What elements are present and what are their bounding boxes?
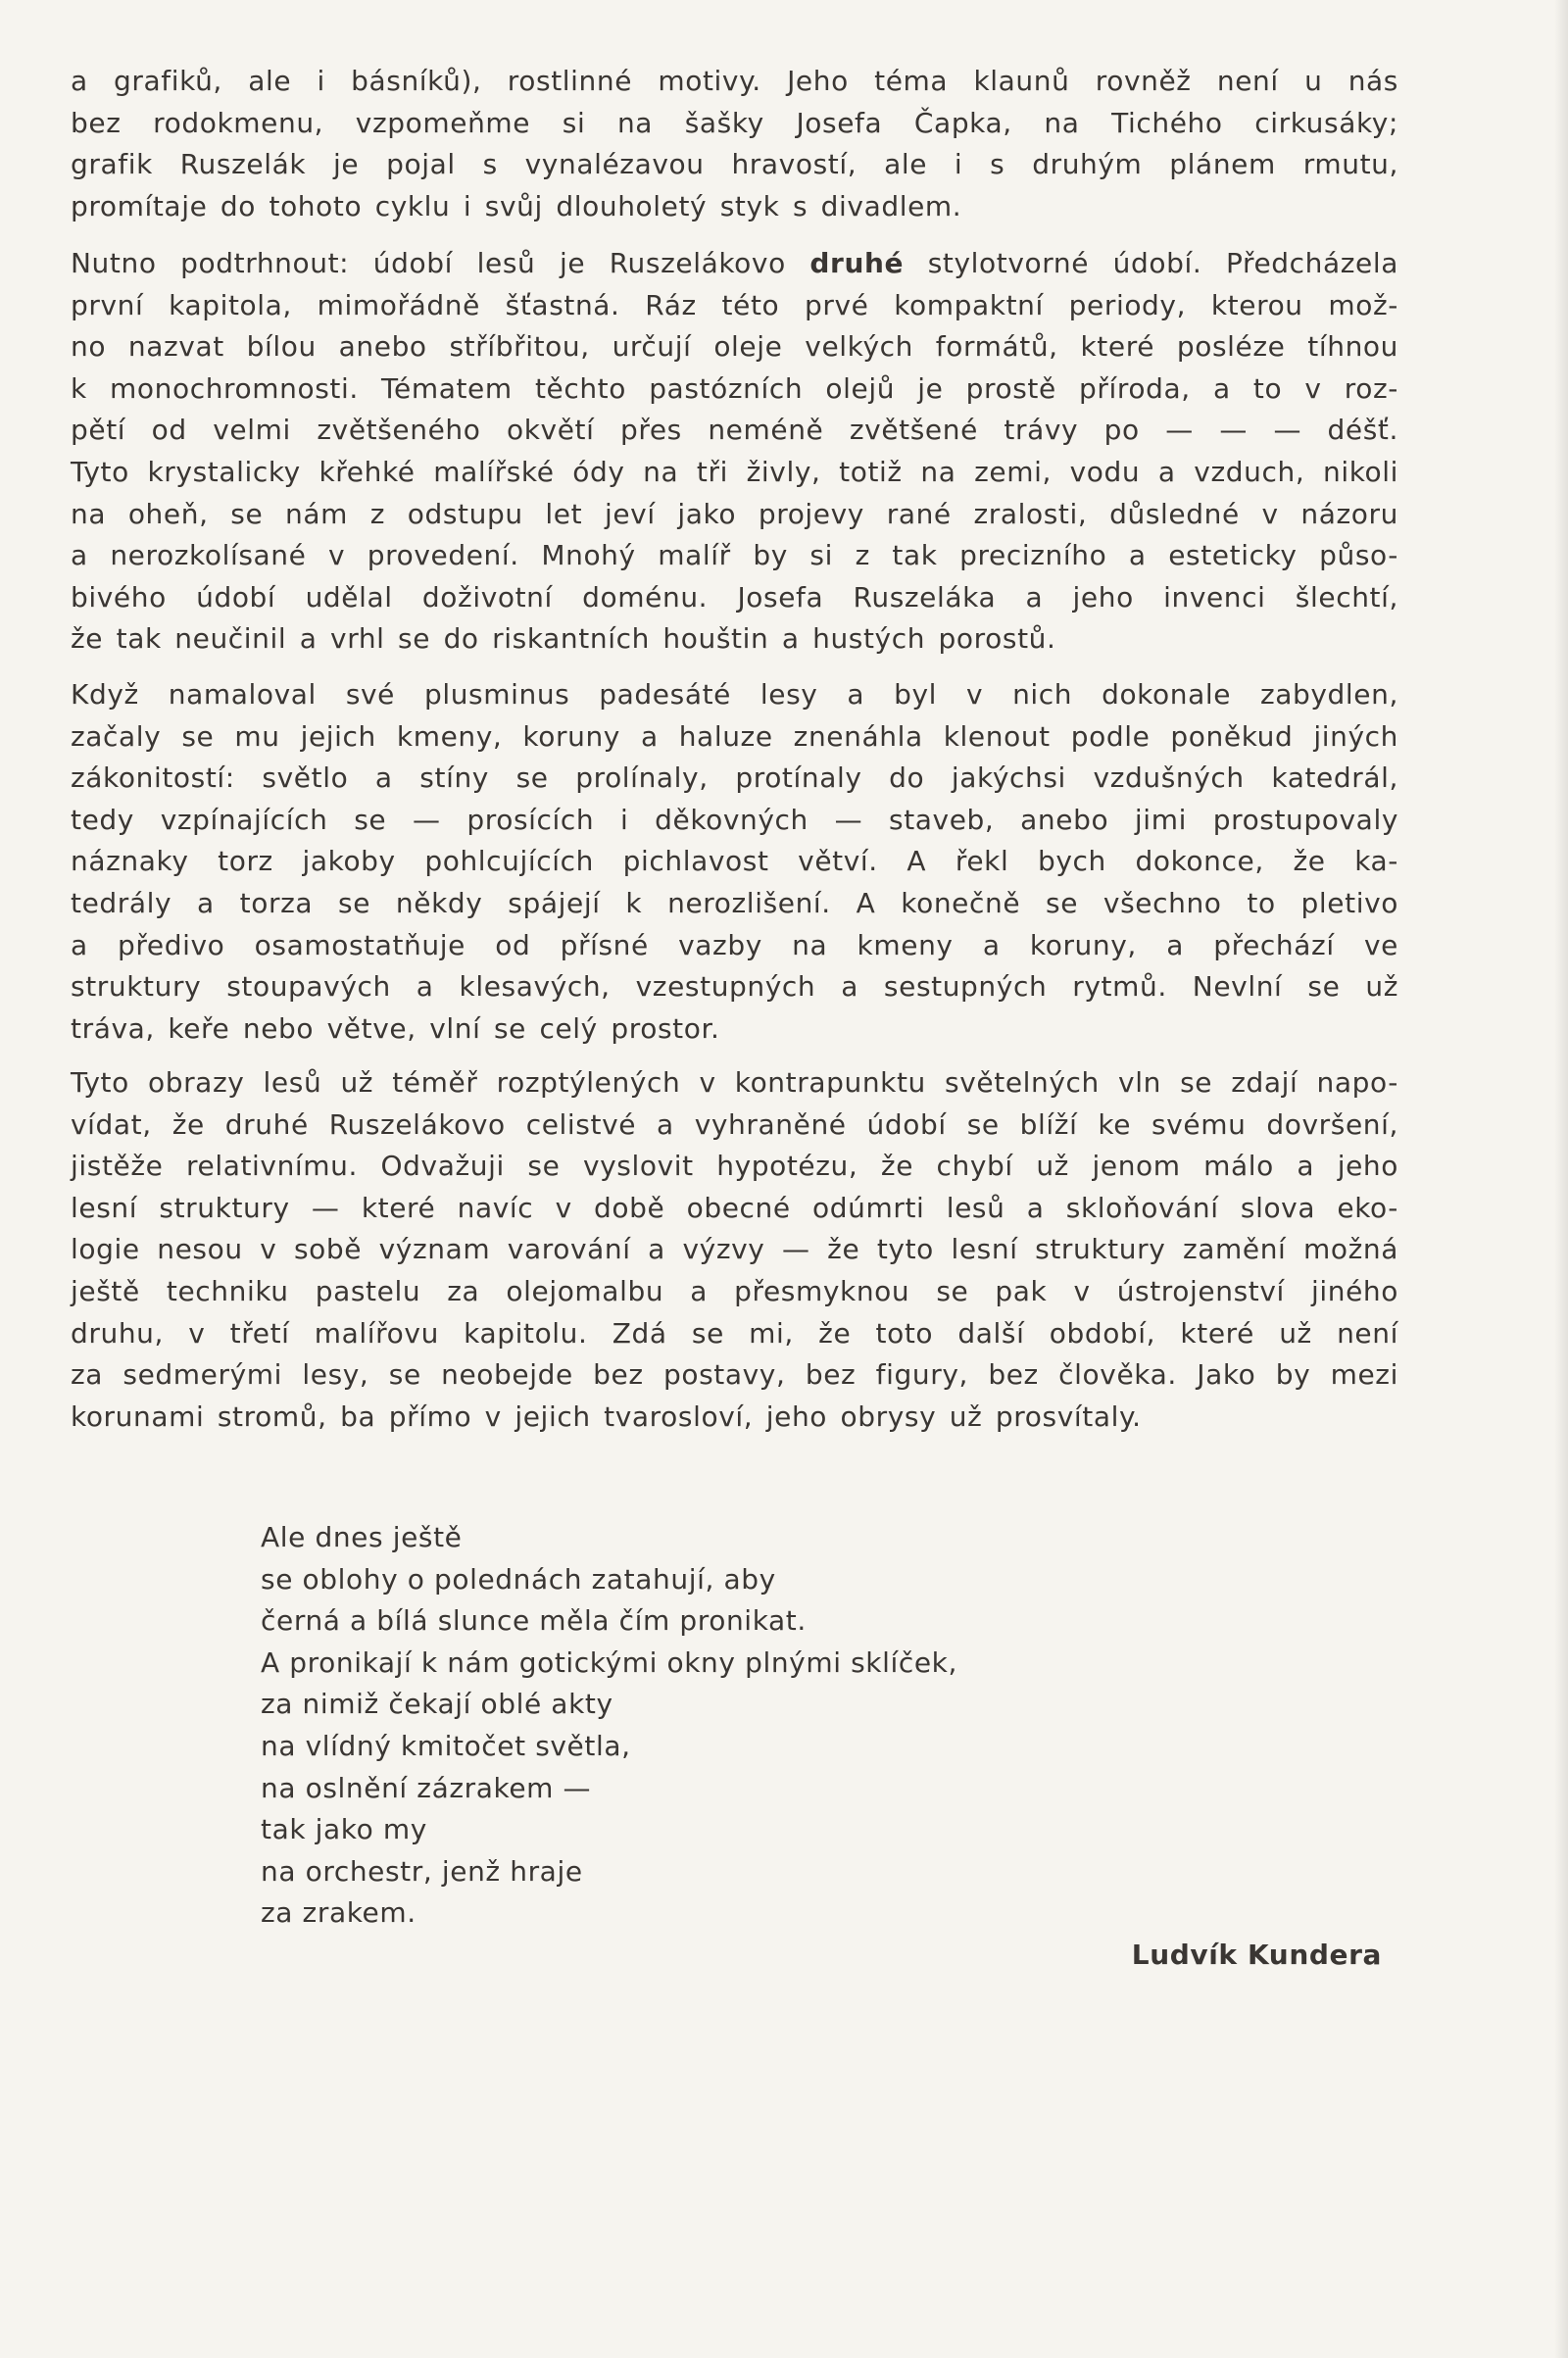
poem-line: za zrakem. [261, 1896, 416, 1930]
page-edge-shadow [1554, 0, 1568, 2358]
text-line: pětí od velmi zvětšeného okvětí přes neméně zvětšené trávy po — — — déšť. [71, 414, 1398, 447]
poem-line: na oslnění zázrakem — [261, 1771, 592, 1804]
paragraph-1 [71, 61, 1398, 227]
poem-line: na vlídný kmitočet světla, [261, 1729, 631, 1762]
poem-line: na orchestr, jenž hraje [261, 1854, 583, 1888]
text-line: logie nesou v sobě význam varování a výzvy — že tyto lesní struktury zamění možná [71, 1233, 1398, 1266]
text-line: a předivo osamostatňuje od přísné vazby na kmeny a koruny, a přechází ve [71, 928, 1398, 961]
poem-line: Ale dnes ještě [261, 1521, 463, 1553]
text-line: tráva, keře nebo větve, vlní se celý prostor. [71, 1011, 720, 1045]
text-line: grafik Ruszelák je pojal s vynalézavou hravostí, ale i s druhým plánem rmutu, [71, 148, 1398, 181]
text-line: Tyto obrazy lesů už téměř rozptýlených v kontrapunktu světelných vln se zdají napo- [71, 1066, 1398, 1099]
text-line: a grafiků, ale i básníků), rostlinné motivy. Jeho téma klaunů rovněž není u nás [71, 65, 1398, 97]
text-line: bez rodokmenu, vzpomeňme si na šašky Josefa Čapka, na Tichého cirkusáky; [71, 106, 1398, 139]
text-line: a nerozkolísané v provedení. Mnohý malíř by si z tak precizního a esteticky půso- [71, 539, 1398, 572]
poem-line: se oblohy o polednách zatahují, aby [261, 1562, 776, 1596]
text-line: Když namaloval své plusminus padesáté lesy a byl v nich dokonale zabydlen, [71, 678, 1398, 711]
paragraph-3 [71, 674, 1398, 1050]
text-line: struktury stoupavých a klesavých, vzestupných a sestupných rytmů. Nevlní se už [71, 970, 1398, 1004]
author-signature: Ludvík Kundera [1131, 1939, 1382, 1971]
text-line: za sedmerými lesy, se neobejde bez postavy, bez figury, bez člověka. Jako by mezi [71, 1358, 1398, 1392]
text-line: no nazvat bílou anebo stříbřitou, určují oleje velkých formátů, které posléze tíhnou [71, 330, 1398, 364]
text-line: jistěže relativnímu. Odvažuji se vyslovit hypotézu, že chybí už jenom málo a jeho [71, 1150, 1398, 1183]
text-line: lesní struktury — které navíc v době obecné odúmrti lesů a skloňování slova eko- [71, 1191, 1398, 1224]
text-line: korunami stromů, ba přímo v jejich tvarosloví, jeho obrysy už prosvítaly. [71, 1400, 1142, 1433]
text-line: začaly se mu jejich kmeny, koruny a haluze znenáhla klenout podle poněkud jiných [71, 719, 1398, 753]
text-line: ještě techniku pastelu za olejomalbu a přesmyknou se pak v ústrojenství jiného [71, 1274, 1398, 1307]
text-segment: Nutno podtrhnout: údobí lesů je Ruszelákovo [71, 247, 810, 279]
text-line: tedrály a torza se někdy spájejí k nerozlišení. A konečně se všechno to pletivo [71, 886, 1398, 919]
text-line: Tyto krystalicky křehké malířské ódy na tři živly, totiž na zemi, vodu a vzduch, nikoli [71, 455, 1398, 488]
paragraph-2 [71, 243, 1398, 661]
text-line: promítaje do tohoto cyklu i svůj dlouholetý styk s divadlem. [71, 189, 962, 222]
text-line: první kapitola, mimořádně šťastná. Ráz této prvé kompaktní periody, kterou mož- [71, 288, 1398, 321]
text-line [71, 243, 1398, 285]
poem-line: za nimiž čekají oblé akty [261, 1688, 613, 1721]
text-line: náznaky torz jakoby pohlcujících pichlavost větví. A řekl bych dokonce, že ka- [71, 845, 1398, 878]
poem [261, 1517, 957, 1935]
text-line: na oheň, se nám z odstupu let jeví jako projevy rané zralosti, důsledné v názoru [71, 497, 1398, 530]
poem-line: černá a bílá slunce měla čím pronikat. [261, 1604, 807, 1638]
text-line: bivého údobí udělal doživotní doménu. Josefa Ruszeláka a jeho invenci šlechtí, [71, 580, 1398, 614]
text-line: zákonitostí: světlo a stíny se prolínaly, protínaly do jakýchsi vzdušných katedrál, [71, 761, 1398, 795]
text-line: vídat, že druhé Ruszelákovo celistvé a vyhraněné údobí se blíží ke svému dovršení, [71, 1107, 1398, 1141]
paragraph-4 [71, 1062, 1398, 1438]
text-line: k monochromnosti. Tématem těchto pastózních olejů je prostě příroda, a to v roz- [71, 371, 1398, 405]
text-line: tedy vzpínajících se — prosících i děkovných — staveb, anebo jimi prostupovaly [71, 803, 1398, 836]
poem-line: tak jako my [261, 1813, 427, 1846]
emphasis-druhe: druhé [809, 247, 905, 279]
text-line: druhu, v třetí malířovu kapitolu. Zdá se mi, že toto další období, které už není [71, 1316, 1398, 1350]
poem-line: A pronikají k nám gotickými okny plnými sklíček, [261, 1646, 957, 1679]
text-line: že tak neučinil a vrhl se do riskantních houštin a hustých porostů. [71, 622, 1056, 656]
text-segment: stylotvorné údobí. Předcházela [904, 247, 1398, 279]
